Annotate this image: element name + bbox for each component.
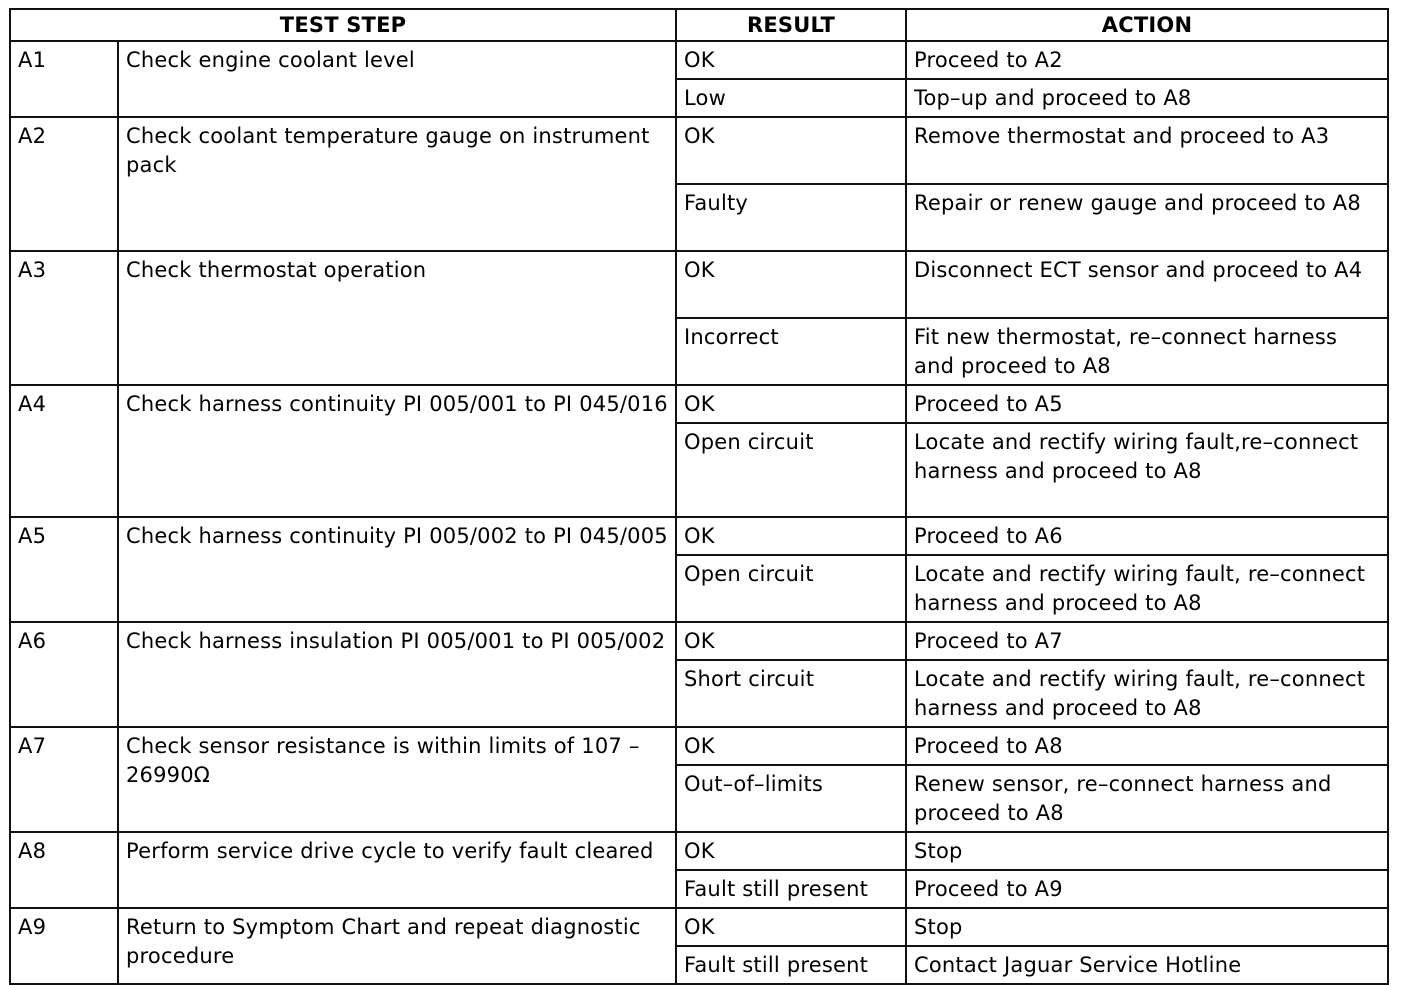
header-result: RESULT [676,9,906,41]
table-row [10,727,1388,765]
step-action: Proceed to A7 [906,622,1388,660]
step-action: Locate and rectify wiring fault, re–connect harness and proceed to A8 [906,660,1388,727]
step-result: Out–of–limits [676,765,906,832]
header-test-step: TEST STEP [10,9,676,41]
step-action: Stop [906,908,1388,946]
step-description: Check sensor resistance is within limits of 107 – 26990Ω [118,727,676,832]
step-id: A2 [10,117,118,251]
step-result: Faulty [676,184,906,251]
table-row [10,385,1388,423]
diagnostic-table [9,8,1389,985]
step-action: Disconnect ECT sensor and proceed to A4 [906,251,1388,318]
step-id: A5 [10,517,118,622]
step-result: OK [676,385,906,423]
table-row [10,251,1388,318]
step-result: Open circuit [676,555,906,622]
step-id: A7 [10,727,118,832]
step-action: Stop [906,832,1388,870]
step-description: Check thermostat operation [118,251,676,385]
header-action: ACTION [906,9,1388,41]
table-row [10,117,1388,184]
step-description: Check harness insulation PI 005/001 to PI 005/002 [118,622,676,727]
step-id: A9 [10,908,118,984]
step-description: Check coolant temperature gauge on instrument pack [118,117,676,251]
step-action: Remove thermostat and proceed to A3 [906,117,1388,184]
step-id: A8 [10,832,118,908]
step-description: Return to Symptom Chart and repeat diagnostic procedure [118,908,676,984]
step-result: OK [676,41,906,79]
step-action: Proceed to A5 [906,385,1388,423]
table-row [10,622,1388,660]
step-result: Fault still present [676,946,906,984]
step-result: Fault still present [676,870,906,908]
table-row [10,517,1388,555]
step-result: OK [676,517,906,555]
step-id: A1 [10,41,118,117]
step-action: Renew sensor, re–connect harness and proceed to A8 [906,765,1388,832]
table-row [10,832,1388,870]
step-result: OK [676,908,906,946]
step-description: Check engine coolant level [118,41,676,117]
step-id: A4 [10,385,118,517]
step-action: Locate and rectify wiring fault, re–connect harness and proceed to A8 [906,555,1388,622]
step-result: OK [676,117,906,184]
step-description: Perform service drive cycle to verify fault cleared [118,832,676,908]
step-result: OK [676,832,906,870]
step-action: Proceed to A2 [906,41,1388,79]
step-id: A3 [10,251,118,385]
step-description: Check harness continuity PI 005/002 to PI 045/005 [118,517,676,622]
table-row [10,41,1388,79]
step-action: Locate and rectify wiring fault,re–connect harness and proceed to A8 [906,423,1388,517]
step-action: Repair or renew gauge and proceed to A8 [906,184,1388,251]
table-row [10,908,1388,946]
step-result: Open circuit [676,423,906,517]
table-body [10,41,1388,984]
table-header-row [10,9,1388,41]
step-action: Proceed to A6 [906,517,1388,555]
step-id: A6 [10,622,118,727]
step-result: OK [676,727,906,765]
step-description: Check harness continuity PI 005/001 to PI 045/016 [118,385,676,517]
step-action: Proceed to A8 [906,727,1388,765]
step-result: Incorrect [676,318,906,385]
step-action: Contact Jaguar Service Hotline [906,946,1388,984]
step-action: Proceed to A9 [906,870,1388,908]
step-action: Top–up and proceed to A8 [906,79,1388,117]
step-result: Short circuit [676,660,906,727]
step-action: Fit new thermostat, re–connect harness and proceed to A8 [906,318,1388,385]
step-result: OK [676,622,906,660]
step-result: OK [676,251,906,318]
step-result: Low [676,79,906,117]
